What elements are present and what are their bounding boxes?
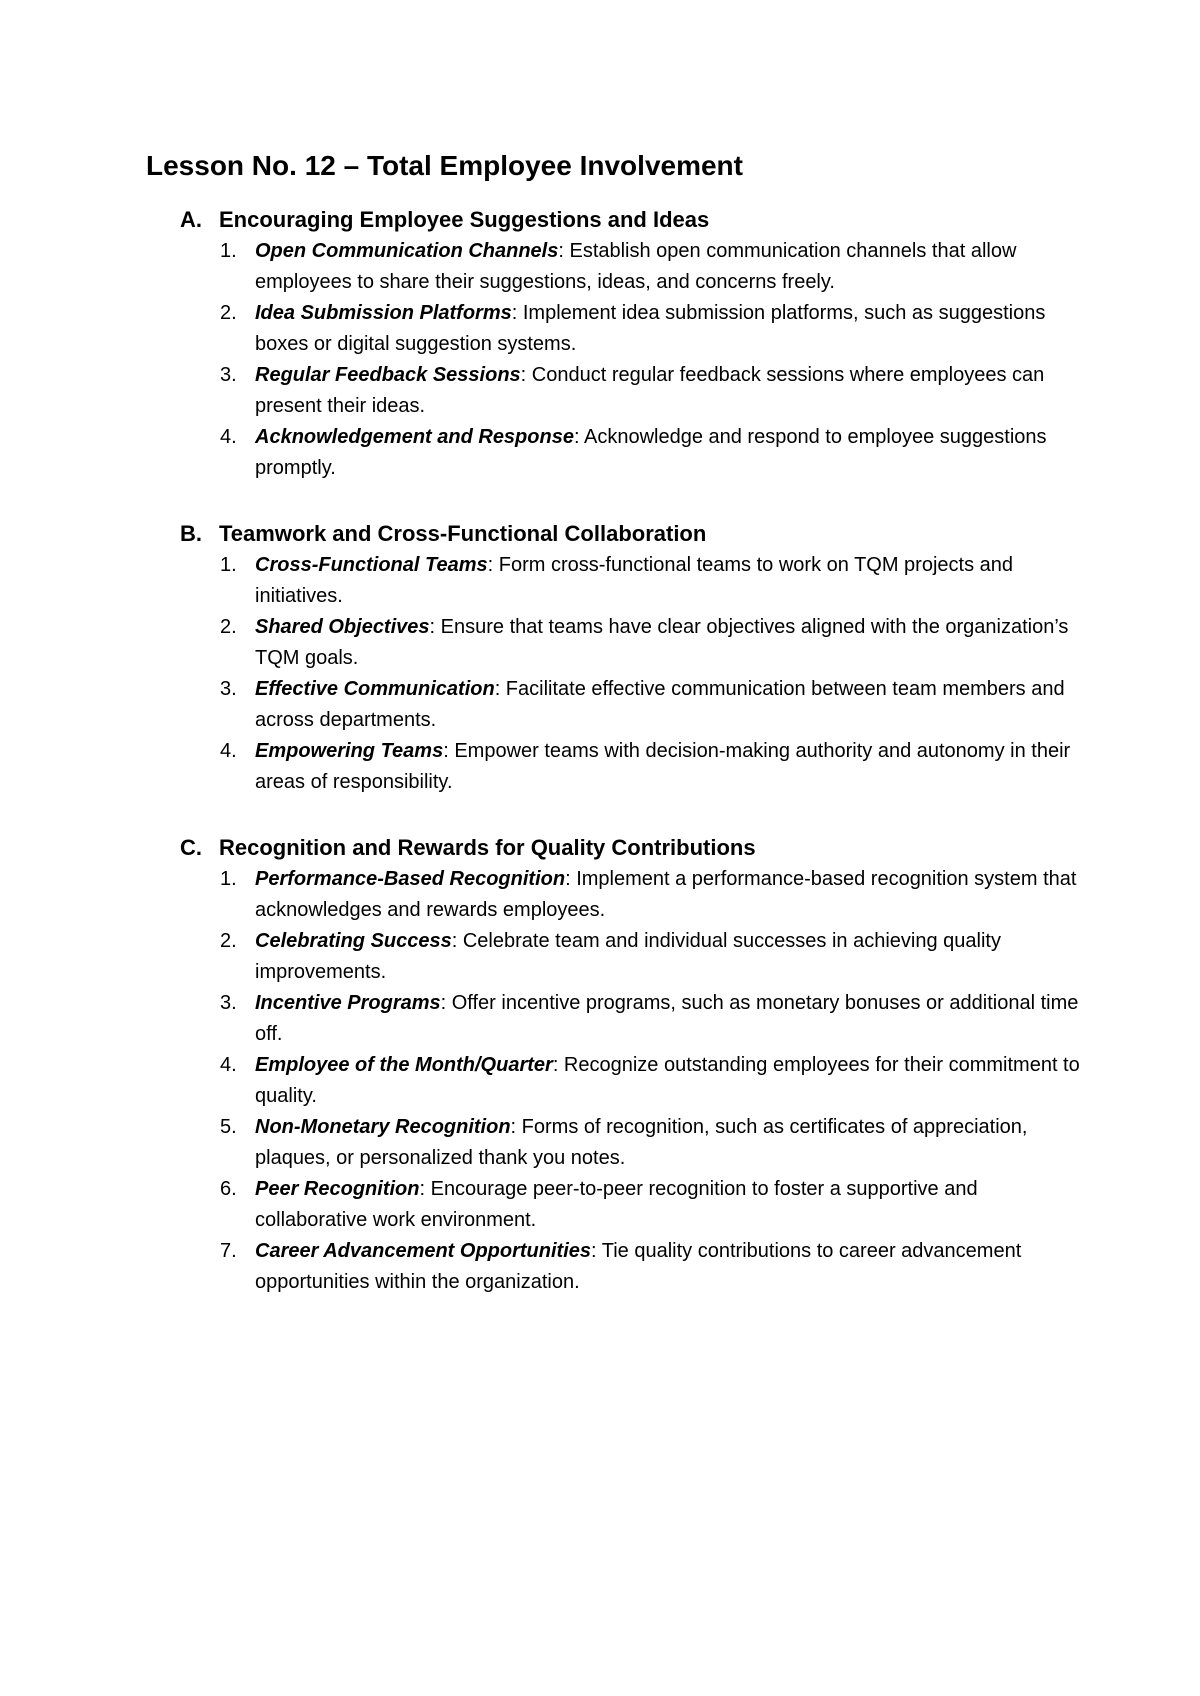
section-letter: A. <box>180 207 202 232</box>
item-term: Idea Submission Platforms <box>255 302 512 324</box>
item-term: Open Communication Channels <box>255 240 559 262</box>
item-term: Career Advancement Opportunities <box>255 1240 592 1262</box>
item-list <box>180 236 1080 484</box>
item-term: Shared Objectives <box>255 616 430 638</box>
list-item <box>180 1112 1080 1174</box>
item-number: 1. <box>220 868 237 890</box>
list-item <box>180 864 1080 926</box>
section-letter: B. <box>180 521 202 546</box>
item-term: Effective Communication <box>255 678 495 700</box>
item-text: : Ensure that teams have clear objectives aligned with the organization’s TQM goals. <box>255 616 1069 669</box>
item-number: 2. <box>220 302 237 324</box>
list-item <box>180 422 1080 484</box>
item-number: 4. <box>220 740 237 762</box>
item-term: Celebrating Success <box>255 930 452 952</box>
item-number: 3. <box>220 678 237 700</box>
item-term: Employee of the Month/Quarter <box>255 1054 553 1076</box>
section-a <box>180 204 1080 484</box>
item-number: 1. <box>220 554 237 576</box>
item-text: : Encourage peer-to-peer recognition to foster a supportive and collaborative work environment. <box>255 1178 978 1231</box>
item-number: 3. <box>220 992 237 1014</box>
item-term: Performance-Based Recognition <box>255 868 566 890</box>
section-title: Recognition and Rewards for Quality Contributions <box>219 835 756 860</box>
item-number: 4. <box>220 1054 237 1076</box>
list-item <box>180 1174 1080 1236</box>
list-item <box>180 988 1080 1050</box>
item-text: : Implement idea submission platforms, such as suggestions boxes or digital suggestion systems. <box>255 302 1046 355</box>
item-text: : Establish open communication channels that allow employees to share their suggestions, ideas, and concerns freely. <box>255 240 1017 293</box>
item-text: : Acknowledge and respond to employee suggestions promptly. <box>255 426 1047 479</box>
list-item <box>180 926 1080 988</box>
item-term: Empowering Teams <box>255 740 444 762</box>
list-item <box>180 550 1080 612</box>
item-text: : Empower teams with decision-making authority and autonomy in their areas of responsibility. <box>255 740 1071 793</box>
item-text: : Implement a performance-based recognition system that acknowledges and rewards employees. <box>255 868 1077 921</box>
page-title: Lesson No. 12 – Total Employee Involvement <box>146 150 743 181</box>
item-number: 1. <box>220 240 237 262</box>
section-b <box>180 518 1080 798</box>
list-item <box>180 736 1080 798</box>
item-number: 6. <box>220 1178 237 1200</box>
item-text: : Tie quality contributions to career advancement opportunities within the organization. <box>255 1240 1022 1293</box>
list-item <box>180 612 1080 674</box>
item-list <box>180 864 1080 1298</box>
item-number: 4. <box>220 426 237 448</box>
item-list <box>180 550 1080 798</box>
item-term: Peer Recognition <box>255 1178 420 1200</box>
section-c <box>180 832 1080 1298</box>
item-number: 3. <box>220 364 237 386</box>
item-text: : Offer incentive programs, such as monetary bonuses or additional time off. <box>255 992 1079 1045</box>
item-text: : Form cross-functional teams to work on TQM projects and initiatives. <box>255 554 1014 607</box>
item-term: Acknowledgement and Response <box>255 426 574 448</box>
item-text: : Celebrate team and individual successes in achieving quality improvements. <box>255 930 1001 983</box>
list-item <box>180 674 1080 736</box>
list-item <box>180 298 1080 360</box>
item-text: : Forms of recognition, such as certificates of appreciation, plaques, or personalized thank you notes. <box>255 1116 1028 1169</box>
item-term: Non-Monetary Recognition <box>255 1116 511 1138</box>
item-term: Incentive Programs <box>255 992 441 1014</box>
item-number: 5. <box>220 1116 237 1138</box>
item-term: Regular Feedback Sessions <box>255 364 521 386</box>
section-title: Encouraging Employee Suggestions and Ideas <box>219 207 710 232</box>
list-item <box>180 236 1080 298</box>
item-number: 7. <box>220 1240 237 1262</box>
item-number: 2. <box>220 930 237 952</box>
item-text: : Conduct regular feedback sessions where employees can present their ideas. <box>255 364 1045 417</box>
item-term: Cross-Functional Teams <box>255 554 488 576</box>
item-number: 2. <box>220 616 237 638</box>
list-item <box>180 360 1080 422</box>
list-item <box>180 1236 1080 1298</box>
item-text: : Recognize outstanding employees for their commitment to quality. <box>255 1054 1080 1107</box>
item-text: : Facilitate effective communication between team members and across departments. <box>255 678 1065 731</box>
section-letter: C. <box>180 835 202 860</box>
section-title: Teamwork and Cross-Functional Collaboration <box>219 521 707 546</box>
list-item <box>180 1050 1080 1112</box>
